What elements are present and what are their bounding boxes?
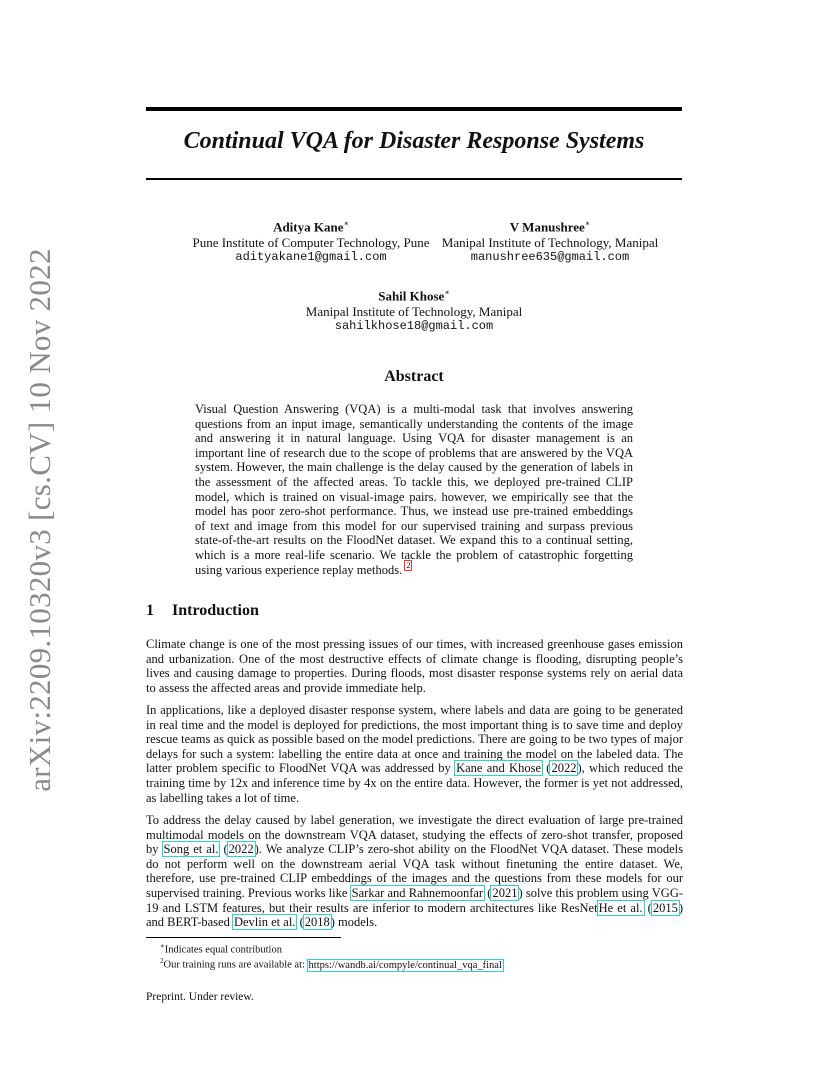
section-number: 1 [146, 602, 154, 619]
footnote-link[interactable]: 2 [406, 561, 411, 571]
author-affiliation: Manipal Institute of Technology, Manipal [305, 303, 523, 319]
footnote-rule [146, 937, 341, 938]
title-bottom-rule [146, 178, 682, 180]
citation-year-link[interactable]: 2021 [492, 885, 518, 900]
author-email: manushree635@gmail.com [470, 250, 630, 265]
citation-year-link[interactable]: 2015 [652, 900, 678, 915]
author-name: Sahil Khose∗ [378, 288, 450, 304]
arxiv-sidebar [22, 248, 58, 792]
citation-link[interactable]: Sarkar and Rahnemoonfar [351, 885, 484, 900]
author-affiliation: Manipal Institute of Technology, Manipal [441, 234, 659, 250]
citation-link[interactable]: Song et al. [163, 842, 219, 857]
author-email: adityakane1@gmail.com [235, 250, 387, 265]
abstract-body [195, 402, 633, 577]
arxiv-identifier: arXiv:2209.10320v3 [cs.CV] 10 Nov 2022 [22, 248, 57, 792]
paper-title: Continual VQA for Disaster Response Systems [183, 128, 645, 154]
section-title: Introduction [172, 602, 259, 619]
author-name: V Manushree∗ [509, 219, 591, 235]
author-block [214, 285, 614, 335]
abstract-heading: Abstract [384, 368, 444, 385]
citation-year-link[interactable]: 2022 [228, 842, 254, 857]
citation-link[interactable]: He et al. [598, 900, 643, 915]
citation-year-link[interactable]: 2018 [304, 915, 330, 930]
footnote-url-link[interactable]: https://wandb.ai/compyle/continual_vqa_final [308, 959, 502, 971]
footnote: $^2$Our training runs are available at: https://wandb.ai/compyle/continual_vqa_final [160, 957, 502, 971]
title-top-rule [146, 107, 682, 111]
author-affiliation: Pune Institute of Computer Technology, Pune [192, 234, 430, 250]
footnote: ∗Indicates equal contribution [160, 942, 282, 956]
intro-paragraph: In applications, like a deployed disaster response system, where labels and data are going to be generated in real time and the model is deployed for predictions, the most important thing is to save time and deploy rescue teams as quick as possible based on the model predictions. There are going to be two types of major delays for such a system: labelling the entire data at once and training the model on the labeled data. The latter problem specific to FloodNet VQA was addressed by Kane and Khose (2022), which reduced the training time by 12x and inference time by 4x on the entire data. However, the former is yet not addressed, as labelling takes a lot of time. [146, 703, 683, 805]
citation-year-link[interactable]: 2022 [551, 761, 577, 776]
section-heading [146, 602, 259, 620]
intro-paragraph: To address the delay caused by label generation, we investigate the direct evaluation of large pre-trained multimodal models on the downstream VQA dataset, studying the effects of zero-shot transfer, proposed by Song et al. (2022). We analyze CLIP’s zero-shot ability on the FloodNet VQA dataset. These models do not perform well on the downstream aerial VQA task without finetuning the entire dataset. We, therefore, use pre-trained CLIP embeddings of the images and the questions from these models for our supervised training. Previous works like Sarkar and Rahnemoonfar (2021) solve this problem using VGG-19 and LSTM features, but their results are inferior to modern architectures like ResNetHe et al. (2015) and BERT-based Devlin et al. (2018) models. [146, 813, 684, 930]
author-email: sahilkhose18@gmail.com [334, 319, 494, 334]
abstract-text: Visual Question Answering (VQA) is a multi-modal task that involves answering questions from an input image, semantically understanding the contents of the image and answering it in natural language. Using VQA for disaster management is an important line of research due to the scope of problems that are answered by the VQA system. However, the main challenge is the delay caused by the generation of labels in the assessment of the affected areas. To tackle this, we deployed pre-trained CLIP model, which is trained on visual-image pairs. however, we empirically see that the model has poor zero-shot performance. Thus, we instead use pre-trained embeddings of text and image from this model for our supervised training and surpass previous state-of-the-art results on the FloodNet dataset. We expand this to a continual setting, which is a more real-life scenario. We tackle the problem of catastrophic forgetting using various experience replay methods. [195, 402, 633, 577]
citation-link[interactable]: Kane and Khose [456, 761, 542, 776]
author-name: Aditya Kane∗ [273, 219, 349, 235]
intro-paragraph: Climate change is one of the most pressing issues of our times, with increased greenhouse gases emission and urbanization. One of the most destructive effects of climate change is flooding, disrupting people’s lives and causing damage to properties. During floods, most disaster response systems rely on aerial data to assess the affected areas and provide immediate help. [146, 637, 683, 695]
author-block [420, 216, 680, 266]
citation-link[interactable]: Devlin et al. [233, 915, 296, 930]
page-footer: Preprint. Under review. [146, 991, 254, 1003]
